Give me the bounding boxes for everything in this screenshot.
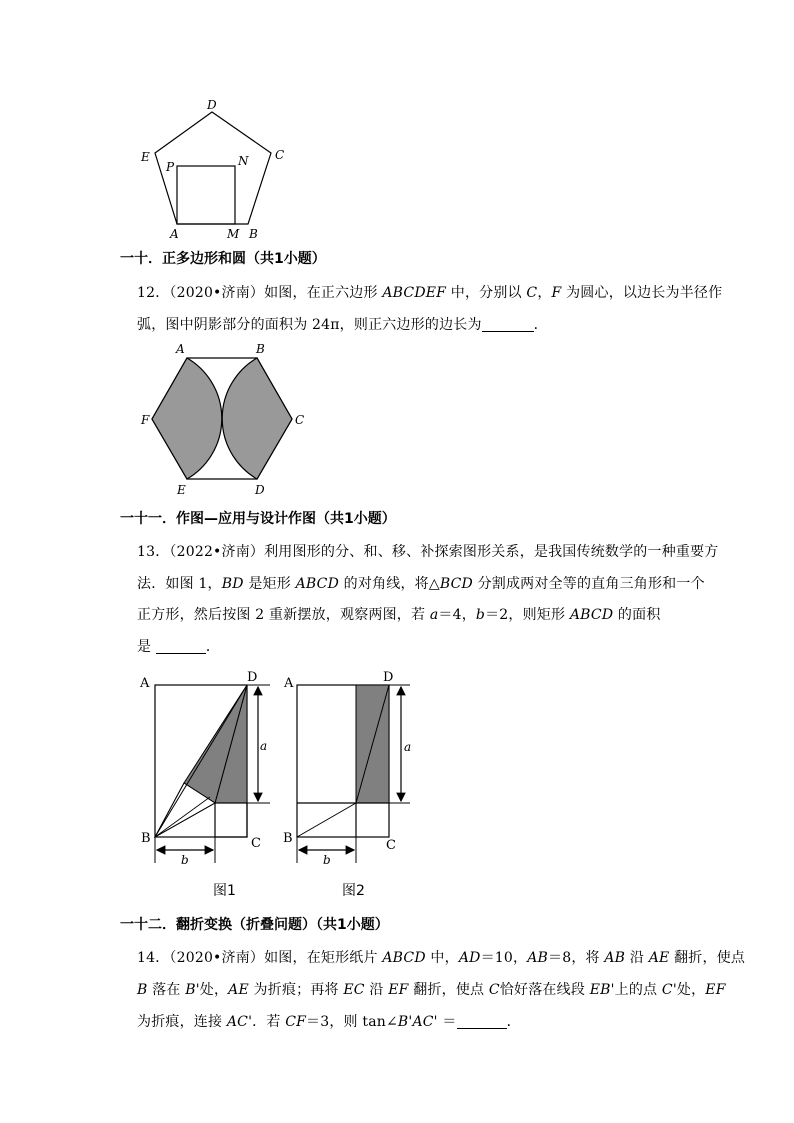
label-D: D: [255, 483, 265, 497]
fig2-label-A: A: [284, 676, 294, 691]
pentagon-figure: [130, 95, 290, 245]
fig1-small-square: [215, 803, 247, 837]
fig2-label-b: b: [323, 853, 331, 865]
answer-blank-12[interactable]: [482, 317, 534, 332]
answer-blank-13[interactable]: [156, 639, 206, 654]
label-B: B: [256, 342, 265, 356]
section-heading-11: 一十一．作图—应用与设计作图（共1小题）: [120, 511, 396, 527]
rectangle-figures: [130, 665, 430, 865]
section-heading-10: 一十．正多边形和圆（共1小题）: [120, 251, 326, 267]
fig1-label-A: A: [140, 676, 150, 691]
fig2-label-B: B: [283, 831, 293, 846]
fig1-label-D: D: [247, 670, 258, 685]
label-P: P: [166, 160, 175, 174]
question-13-line4: 是 ．: [137, 639, 221, 655]
inner-square: [177, 166, 235, 224]
label-F: F: [141, 413, 150, 427]
question-12-line1: 12．（2020•济南）如图，在正六边形 ABCDEF 中，分别以 C，F 为圆心，以边长为半径作: [137, 285, 723, 301]
figure-1: [139, 670, 270, 865]
question-14-line2: B 落在 B'处，AE 为折痕；再将 EC 沿 EF 翻折，使点 C恰好落在线段 EB'上的点 C'处，EF: [137, 982, 726, 998]
section-heading-12: 一十二．翻折变换（折叠问题）（共1小题）: [120, 917, 389, 933]
label-E: E: [141, 150, 150, 164]
shaded-region-left: [152, 358, 222, 479]
figure-2: [283, 670, 411, 865]
label-C: C: [275, 148, 285, 162]
fig2-label-C: C: [386, 838, 396, 853]
label-D: D: [207, 98, 217, 112]
hexagon-figure: [135, 338, 315, 498]
question-14-line1: 14．（2020•济南）如图，在矩形纸片 ABCD 中，AD＝10，AB＝8，将 AB 沿 AE 翻折，使点: [137, 950, 746, 966]
label-A: A: [176, 342, 185, 356]
figure-1-caption: 图1: [213, 883, 236, 899]
answer-blank-14[interactable]: [457, 1014, 507, 1029]
fig2-label-D: D: [383, 670, 394, 685]
fig1-label-B: B: [141, 831, 151, 846]
question-13-line1: 13．（2022•济南）利用图形的分、和、移、补探索图形关系，是我国传统数学的一种重要方: [137, 544, 719, 560]
question-13-line2: 法．如图 1，BD 是矩形 ABCD 的对角线，将△BCD 分割成两对全等的直角三角形和一个: [137, 576, 705, 592]
fig1-label-b: b: [181, 853, 189, 865]
question-14-line3: 为折痕，连接 AC'．若 CF＝3，则 tan∠B'AC' ＝ ．: [137, 1014, 521, 1030]
label-N: N: [238, 154, 249, 168]
label-A: A: [170, 227, 179, 241]
question-12-line2: 弧，图中阴影部分的面积为 24π，则正六边形的边长为 ．: [137, 317, 548, 333]
question-13-line3: 正方形，然后按图 2 重新摆放，观察两图，若 a＝4，b＝2，则矩形 ABCD 的面积: [137, 607, 661, 623]
fig1-label-C: C: [251, 836, 261, 851]
label-M: M: [227, 227, 240, 241]
label-B: B: [249, 227, 258, 241]
label-C: C: [295, 413, 305, 427]
figure-2-caption: 图2: [342, 883, 365, 899]
fig2-label-a: a: [404, 740, 412, 754]
fig1-label-a: a: [260, 739, 268, 753]
label-E: E: [177, 483, 186, 497]
shaded-region-right: [222, 358, 292, 479]
